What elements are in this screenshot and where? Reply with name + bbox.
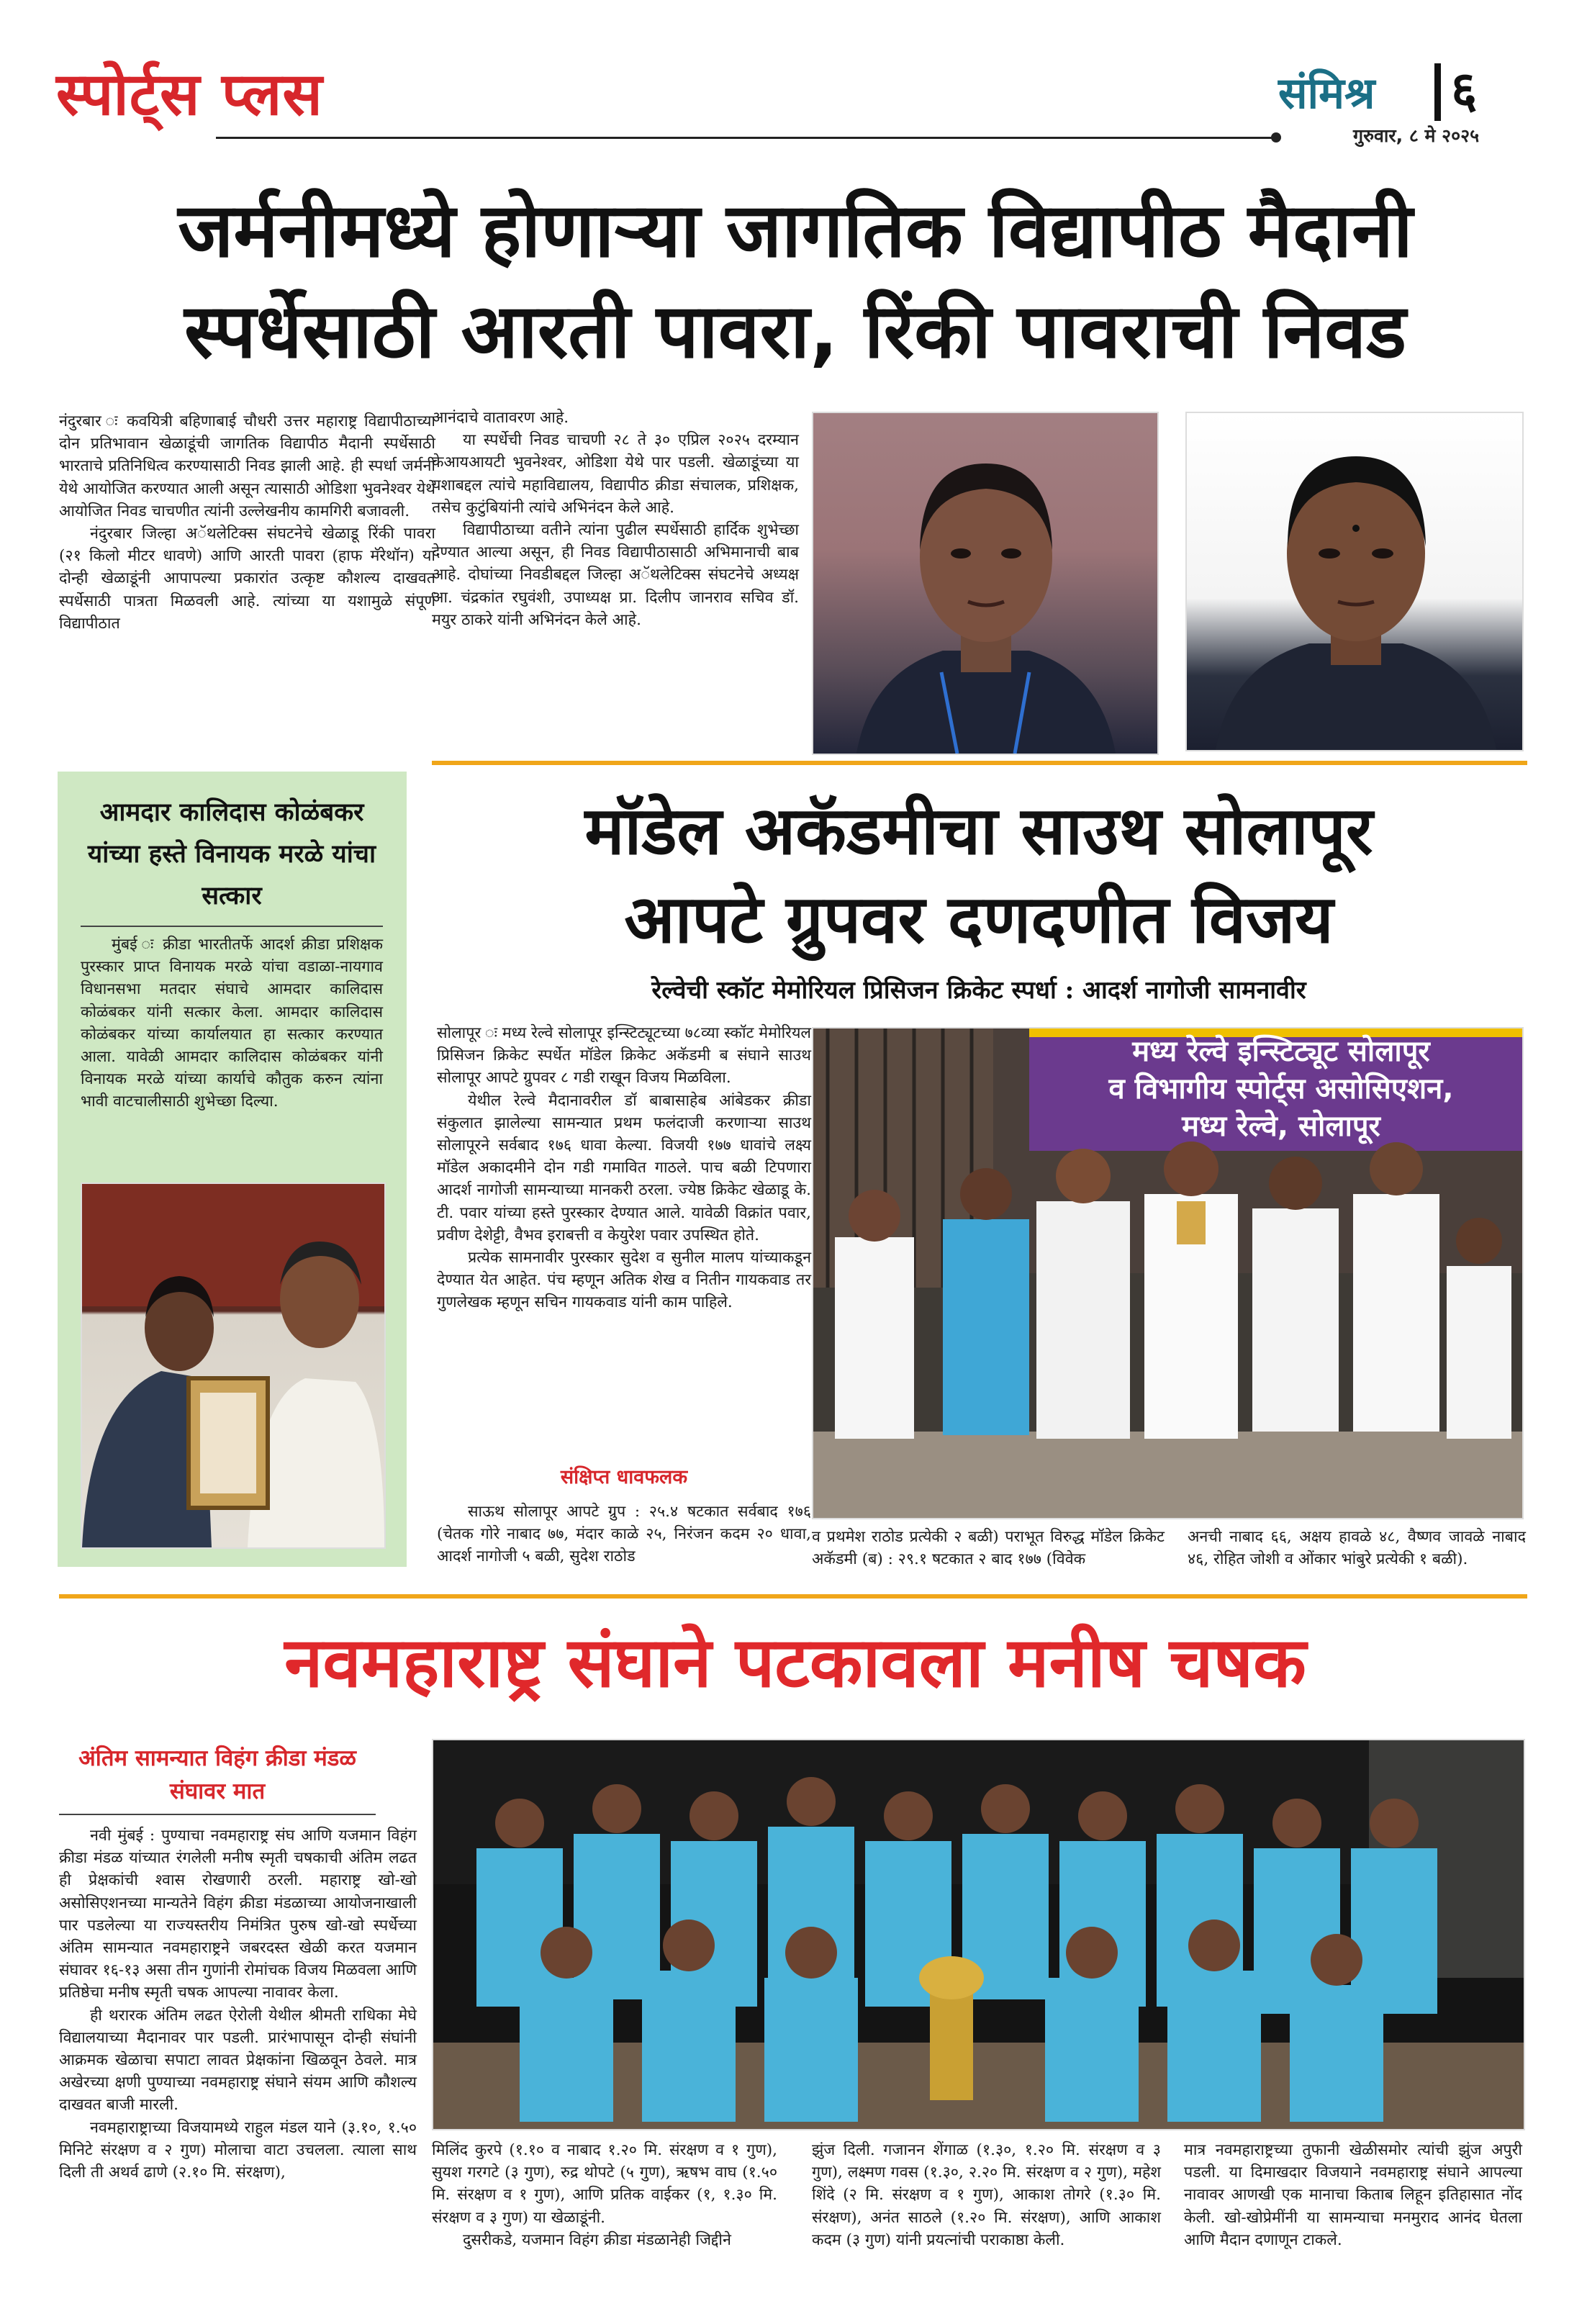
story3-paragraph: नवी मुंबई : पुण्याचा नवमहाराष्ट्र संघ आणि यजमान विहंग क्रीडा मंडळ यांच्यात रंगलेली मनीष स्मृती चषकाची अंतिम लढत ही प्रेक्षकांची श्वास रोखणारी ठरली. महाराष्ट्र खो-खो असोसिएशनच्या मान्यतेने विहंग क्रीडा मंडळाच्या आयोजनाखाली पार पडलेल्या या राज्यस्तरीय निमंत्रित पुरुष खो-खो स्पर्धेच्या अंतिम सामन्यात नवमहाराष्ट्रने जबरदस्त खेळी करत यजमान संघावर १६-१३ असा तीन गुणांनी रोमांचक विजय मिळवला आणि प्रतिष्ठेचा मनीष स्मृती चषक आपल्या नावावर केला. xyxy=(59,1827,417,2002)
story1-headline-line1: जर्मनीमध्ये होणाऱ्या जागतिक विद्यापीठ मैदानी xyxy=(178,186,1413,274)
scorebox-title: संक्षिप्त धावफलक xyxy=(560,1466,688,1488)
story3-subhead: अंतिम सामन्यात विहंग क्रीडा मंडळ संघावर मात xyxy=(78,1745,356,1804)
story2-paragraph: सोलापूर ः मध्य रेल्वे सोलापूर इन्स्टिट्यूटच्या ७८व्या स्कॉट मेमोरियल प्रिसिजन क्रिकेट स्पर्धेत मॉडेल क्रिकेट अकॅडमी ब संघाने साउथ सोलापूर आपटे ग्रुपवर ८ गडी राखून विजय मिळविला. xyxy=(437,1024,811,1088)
masthead-rule xyxy=(216,137,1274,139)
masthead-brand: स्पोर्ट्स प्लस xyxy=(56,60,323,129)
story1-paragraph: या स्पर्धेची निवड चाचणी २८ ते ३० एप्रिल २०२५ दरम्यान केआयआयटी भुवनेश्वर, ओडिशा येथे पार पडली. खेळाडूंच्या या यशाबद्दल त्यांचे महाविद्यालय, विद्यापीठ क्रीडा संचालक, प्रशिक्षक, तसेच कुटुंबियांनी त्यांचे अभिनंदन केले आहे. xyxy=(432,431,799,517)
section-name: संमिश्र xyxy=(1278,68,1375,119)
story2-paragraph: प्रत्येक सामनावीर पुरस्कार सुदेश व सुनील मालप यांच्याकडून देण्यात येत आहेत. पंच म्हणून अतिक शेख व नितीन गायकवाड तर गुणलेखक म्हणून सचिन गायकवाड यांनी काम पाहिले. xyxy=(437,1249,811,1312)
story3-paragraph: ही थरारक अंतिम लढत ऐरोली येथील श्रीमती राधिका मेघे विद्यालयाच्या मैदानावर पार पडली. प्रारंभापासून दोन्ही संघांनी आक्रमक खेळाचा सपाटा लावत प्रेक्षकांना खिळवून ठेवले. मात्र अखेरच्या क्षणी पुण्याच्या नवमहाराष्ट्र संघाने संयम आणि कौशल्य दाखवत बाजी मारली. xyxy=(59,2006,417,2115)
scorecard-col-1: साऊथ सोलापूर आपटे ग्रुप : २५.४ षटकात सर्वबाद १७६ (चेतक गोरे नाबाद ७७, मंदार काळे २५, निरंजन कदम २० धावा, आदर्श नागोजी ५ बळी, सुदेश राठोड xyxy=(437,1503,811,1566)
masthead-rule-dot xyxy=(1271,132,1281,143)
section-divider xyxy=(1434,63,1441,121)
story2-paragraph: येथील रेल्वे मैदानावरील डॉ बाबासाहेब आंबेडकर क्रीडा संकुलात झालेल्या सामन्यात प्रथम फलंदाजी करणाऱ्या साउथ सोलापूरने सर्वबाद १७६ धावा केल्या. विजयी १७७ धावांचे लक्ष्य मॉडेल अकादमीने दोन गडी गमावित गाठले. पाच बळी टिपणारा आदर्श नागोजी सामन्याच्या मानकरी ठरला. ज्येष्ठ क्रिकेट खेळाडू के. टी. पवार यांच्या हस्ते पुरस्कार देण्यात आले. यावेळी विक्रांत पवार, प्रवीण देशेट्टी, वैभव इराबत्ती व केयुरेश पवार उपस्थित होते. xyxy=(437,1091,811,1244)
story1-paragraph: आनंदाचे वातावरण आहे. xyxy=(432,409,569,427)
story3-headline: नवमहाराष्ट्र संघाने पटकावला मनीष चषक xyxy=(284,1622,1306,1703)
story2-headline-line1: मॉडेल अकॅडमीचा साउथ सोलापूर xyxy=(584,792,1373,869)
section-rule xyxy=(59,1594,1527,1599)
story3-column-1 xyxy=(59,1825,417,2184)
cricket-team-photo xyxy=(812,1027,1524,1519)
sidebar-paragraph: मुंबई ः क्रीडा भारतीतर्फे आदर्श क्रीडा प्रशिक्षक पुरस्कार प्राप्त विनायक मरळे यांचा वडाळा-नायगाव विधानसभा मतदार संघाचे आमदार कालिदास कोळंबकर यांनी सत्कार केला. आमदार कालिदास कोळंबकर यांच्या कार्यालयात हा सत्कार करण्यात आला. यावेळी आमदार कालिदास कोळंबकर यांनी विनायक मरळे यांच्या कार्याचे कौतुक करुन त्यांना भावी वाटचालीसाठी शुभेच्छा दिल्या. xyxy=(81,936,383,1111)
cricket-banner-line: मध्य रेल्वे, सोलापूर xyxy=(1182,1110,1380,1143)
section-rule xyxy=(432,761,1527,765)
sidebar-headline: आमदार कालिदास कोळंबकर यांच्या हस्ते विनायक मरळे यांचा सत्कार xyxy=(87,798,376,910)
story3-paragraph: नवमहाराष्ट्राच्या विजयामध्ये राहुल मंडल याने (३.१०, १.५० मिनिटे संरक्षण व २ गुण) मोलाचा वाटा उचलला. त्याला साथ दिली ती अथर्व ढाणे (२.१० मि. संरक्षण), xyxy=(59,2118,417,2182)
story1-headline-line2: स्पर्धेसाठी आरती पावरा, रिंकी पावराची निवड xyxy=(184,287,1406,375)
story2-headline-line2: आपटे ग्रुपवर दणदणीत विजय xyxy=(624,881,1334,958)
story2-column-1 xyxy=(437,1022,811,1314)
kho-kho-team-photo xyxy=(432,1739,1525,2130)
story3-column-3: झुंज दिली. गजानन शेंगाळ (१.३०, १.२० मि. संरक्षण व ३ गुण), लक्ष्मण गवस (१.३०, २.२० मि. संरक्षण व २ गुण), महेश शिंदे (२ मि. संरक्षण व १ गुण), आकाश तोगरे (१.३० मि. संरक्षण), अनंत साठले (१.२० मि. संरक्षण), आणि आकाश कदम (३ गुण) यांनी प्रयत्नांची पराकाष्ठा केली. xyxy=(812,2141,1161,2249)
scorecard-col-2: व प्रथमेश राठोड प्रत्येकी २ बळी) पराभूत विरुद्ध मॉडेल क्रिकेट अकॅडमी (ब) : २९.१ षटकात २ बाद १७७ (विवेक xyxy=(812,1528,1165,1569)
sidebar-headline-rule xyxy=(81,926,383,927)
athlete-photo-2 xyxy=(1185,412,1524,751)
story3-paragraph: मिलिंद कुरपे (१.१० व नाबाद १.२० मि. संरक्षण व १ गुण), सुयश गरगटे (३ गुण), रुद्र थोपटे (५ गुण), ऋषभ वाघ (१.५० मि. संरक्षण व १ गुण), आणि प्रतिक वाईकर (१, १.३० मि. संरक्षण व ३ गुण) या खेळाडूंनी. xyxy=(432,2141,777,2227)
athlete-photo-1 xyxy=(812,412,1159,755)
kho-kho-photo-drawing xyxy=(433,1740,1524,2129)
story1-column-1 xyxy=(59,410,435,635)
story3-paragraph: दुसरीकडे, यजमान विहंग क्रीडा मंडळानेही जिद्दीने xyxy=(463,2230,731,2249)
story1-paragraph: नंदुरबार ः कवयित्री बहिणाबाई चौधरी उत्तर महाराष्ट्र विद्यापीठाच्या दोन प्रतिभावान खेळाडूंची जागतिक विद्यापीठ मैदानी स्पर्धेसाठी भारताचे प्रतिनिधित्व करण्यासाठी निवड झाली आहे. ही स्पर्धा जर्मनी येथे आयोजित करण्यात आली असून त्यासाठी ओडिशा भुवनेश्वर येथे आयोजित निवड चाचणीत त्यांनी उल्लेखनीय कामगिरी बजावली. xyxy=(59,412,435,520)
page-number: ६ xyxy=(1451,60,1478,119)
story3-column-4: मात्र नवमहाराष्ट्रच्या तुफानी खेळीसमोर त्यांची झुंज अपुरी पडली. या दिमाखदार विजयाने नवमहाराष्ट्र संघाने आपल्या नावावर आणखी एक मानाचा किताब लिहून इतिहासात नोंद केली. खो-खोप्रेमींनी या सामन्याचा मनमुराद आनंद घेतला आणि मैदान दणाणून टाकले. xyxy=(1184,2141,1522,2249)
sidebar-body xyxy=(81,933,383,1113)
story3-column-2 xyxy=(432,2139,777,2251)
story3-subhead-rule xyxy=(59,1814,376,1815)
story1-column-2 xyxy=(432,407,799,631)
felicitation-photo xyxy=(81,1183,386,1549)
cricket-banner-line: मध्य रेल्वे इन्स्टिट्यूट सोलापूर xyxy=(1132,1035,1430,1068)
athlete-photo-1-drawing xyxy=(813,413,1157,754)
story1-paragraph: नंदुरबार जिल्हा अॅथलेटिक्स संघटनेचे खेळाडू रिंकी पावरा (२१ किलो मीटर धावणे) आणि आरती पावरा (हाफ मॅरेथॉन) या दोन्ही खेळाडूंनी आपापल्या प्रकारांत उत्कृष्ट कौशल्य दाखवत स्पर्धेसाठी पात्रता मिळवली आहे. त्यांच्या या यशामुळे संपूर्ण विद्यापीठात xyxy=(59,525,435,633)
scorecard-col-3: अनची नाबाद ६६, अक्षय हावळे ४८, वैष्णव जावळे नाबाद ४६, रोहित जोशी व ओंकार भांबुरे प्रत्येकी १ बळी). xyxy=(1188,1528,1526,1569)
story2-subhead: रेल्वेची स्कॉट मेमोरियल प्रिसिजन क्रिकेट स्पर्धा : आदर्श नागोजी सामनावीर xyxy=(651,976,1306,1005)
felicitation-photo-drawing xyxy=(82,1184,384,1547)
cricket-banner-line: व विभागीय स्पोर्ट्स असोसिएशन, xyxy=(1108,1072,1454,1106)
story1-paragraph: विद्यापीठाच्या वतीने त्यांना पुढील स्पर्धेसाठी हार्दिक शुभेच्छा देण्यात आल्या असून, ही निवड विद्यापीठासाठी अभिमानाची बाब आहे. दोघांच्या निवडीबद्दल जिल्हा अॅथलेटिक्स संघटनेचे अध्यक्ष आ. चंद्रकांत रघुवंशी, उपाध्यक्ष प्रा. दिलीप जानराव सचिव डॉ. मयुर ठाकरे यांनी अभिनंदन केले आहे. xyxy=(432,521,799,629)
athlete-photo-2-drawing xyxy=(1187,413,1522,750)
issue-date: गुरुवार, ८ मे २०२५ xyxy=(1353,125,1480,146)
